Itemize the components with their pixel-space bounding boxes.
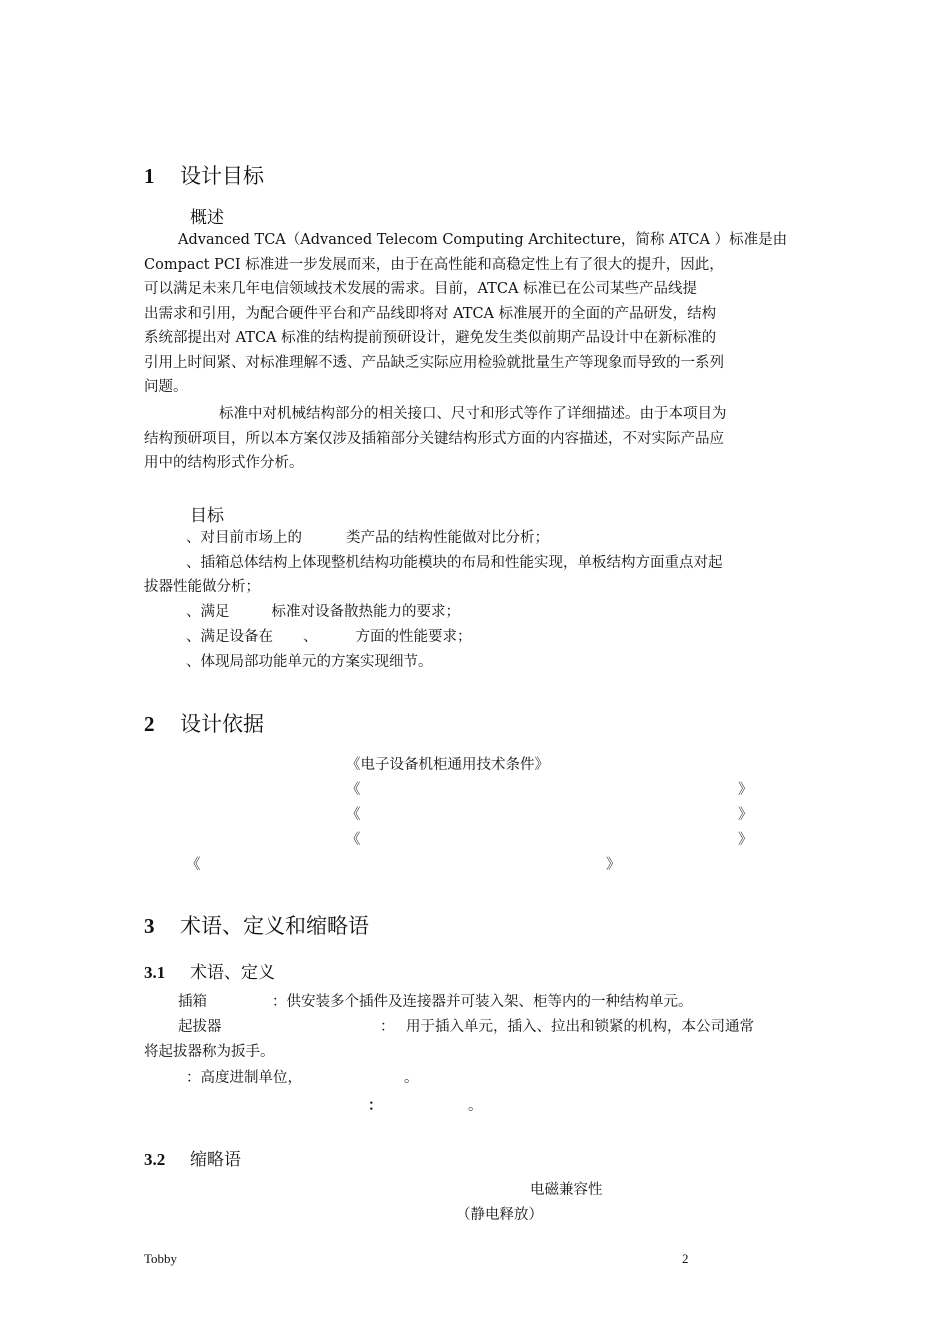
definition-extra-colon: ： (368, 1097, 383, 1114)
paragraph-line: 系统部提出对 ATCA 标准的结构提前预研设计，避免发生类似前期产品设计中在新标准的 (144, 330, 717, 346)
footer-author: Tobby (144, 1251, 178, 1266)
section-title: 设计依据 (180, 712, 264, 736)
goal-item-1 (186, 526, 549, 551)
paragraph-line: 可以满足未来几年电信领域技术发展的需求。目前，ATCA 标准已在公司某些产品线提 (144, 281, 698, 297)
definition-unit-text: ：高度进制单位， (186, 1070, 302, 1086)
paragraph-line: 引用上时间紧、对标准理解不透、产品缺乏实际应用检验就批量生产等现象而导致的一系列 (144, 354, 724, 371)
definition-unit-end: 。 (404, 1070, 419, 1086)
goal-item-2: 、插箱总体结构上体现整机结构功能模块的布局和性能实现，单板结构方面重点对起 (186, 555, 723, 571)
overview-paragraph (144, 228, 787, 400)
section-number: 2 (144, 712, 155, 736)
goal-text: 方面的性能要求； (355, 629, 472, 645)
goal-text: 、对目前市场上的 (186, 530, 302, 546)
goal-item-5: 、体现局部功能单元的方案实现细节。 (186, 654, 433, 670)
reference-open-2: 《 (346, 782, 361, 798)
goal-text: 标准对设备散热能力的要求； (271, 604, 460, 620)
overview-heading: 概述 (190, 208, 224, 228)
paragraph-line: 出需求和引用，为配合硬件平台和产品线即将对 ATCA 标准展开的全面的产品研发，结构 (144, 305, 717, 322)
abbreviation-emc: 电磁兼容性 (530, 1182, 603, 1198)
reference-close-2: 》 (738, 782, 753, 798)
paragraph-line: 标准中对机械结构部分的相关接口、尺寸和形式等作了详细描述。由于本项目为 (219, 406, 727, 422)
subsection-3-2-heading (144, 1145, 241, 1170)
reference-open-5: 《 (186, 857, 201, 873)
definition-chassis-term: 插箱 (178, 994, 207, 1010)
goal-item-3 (186, 600, 460, 625)
reference-close-3: 》 (738, 807, 753, 823)
paragraph-line: Compact PCI 标准进一步发展而来，由于在高性能和高稳定性上有了很大的提升，因此， (144, 256, 724, 273)
reference-1: 《电子设备机柜通用技术条件》 (346, 757, 549, 773)
section-2-heading (144, 708, 264, 738)
goal-item-4 (186, 625, 472, 650)
paragraph-line: 结构预研项目，所以本方案仅涉及插箱部分关键结构形式方面的内容描述，不对实际产品应 (144, 430, 724, 447)
section-title: 设计目标 (180, 164, 264, 188)
subsection-number: 3.2 (144, 1150, 166, 1169)
section-number: 1 (144, 164, 155, 188)
definition-ejector-term: 起拔器 (178, 1019, 222, 1035)
goal-text: 、满足 (186, 604, 230, 620)
section-3-heading (144, 910, 369, 940)
reference-open-4: 《 (346, 832, 361, 848)
subsection-title: 缩略语 (190, 1150, 241, 1170)
subsection-number: 3.1 (144, 963, 166, 982)
goal-text: 、 (303, 629, 318, 645)
paragraph-line: 问题。 (144, 379, 188, 395)
definition-chassis-text: ：供安装多个插件及连接器并可装入架、柜等内的一种结构单元。 (272, 994, 693, 1010)
section-title: 术语、定义和缩略语 (180, 914, 369, 938)
definition-ejector-colon: ： (380, 1019, 395, 1035)
definition-extra-end: 。 (468, 1098, 483, 1114)
reference-open-3: 《 (346, 807, 361, 823)
paragraph-line: 用中的结构形式作分析。 (144, 455, 304, 471)
section-number: 3 (144, 914, 155, 938)
goal-text: 类产品的结构性能做对比分析； (346, 530, 549, 546)
page-number: 2 (682, 1251, 689, 1266)
paragraph-line: Advanced TCA（Advanced Telecom Computing Architecture，简称 ATCA ）标准是由 (178, 232, 788, 248)
abbreviation-esd: （静电释放） (456, 1207, 543, 1223)
goal-heading: 目标 (190, 506, 224, 526)
subsection-3-1-heading (144, 958, 275, 983)
goal-text: 、满足设备在 (186, 629, 273, 645)
subsection-title: 术语、定义 (190, 963, 275, 983)
goal-item-2-cont: 拔器性能做分析； (144, 579, 260, 595)
reference-close-5: 》 (606, 857, 621, 873)
reference-close-4: 》 (738, 832, 753, 848)
section-1-heading (144, 160, 264, 190)
definition-ejector-text: 用于插入单元，插入、拉出和锁紧的机构，本公司通常 (406, 1019, 754, 1035)
definition-ejector-text-cont: 将起拔器称为扳手。 (144, 1044, 275, 1060)
standard-paragraph (144, 402, 727, 476)
